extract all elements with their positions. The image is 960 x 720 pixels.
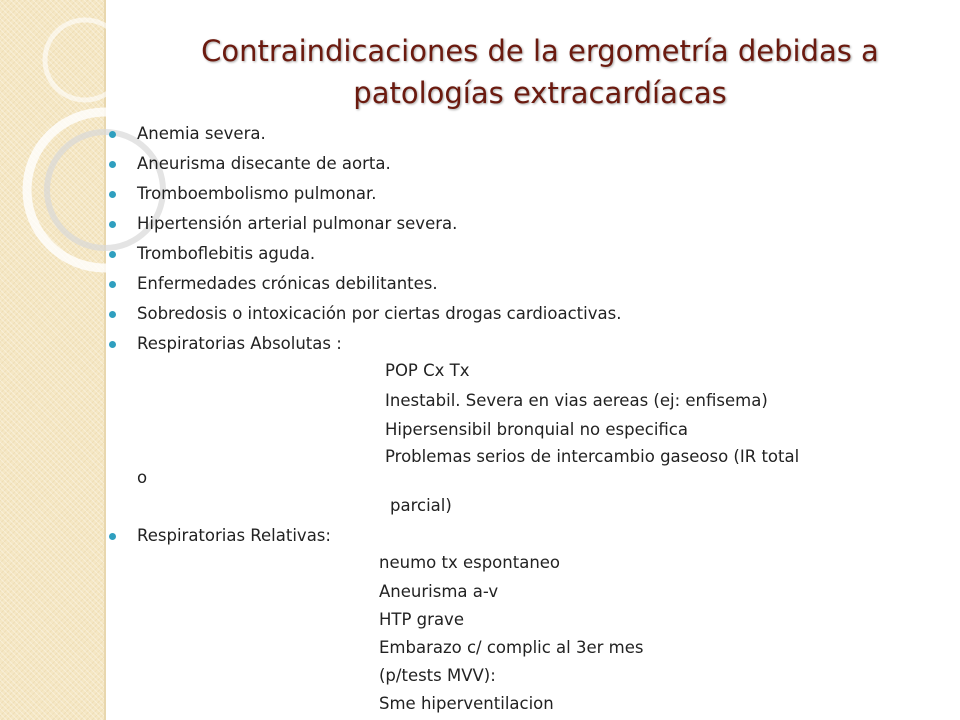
- list-item: Sobredosis o intoxicación por ciertas drogas cardioactivas.: [104, 299, 944, 329]
- list-item: Respiratorias Absolutas :: [104, 329, 944, 359]
- absolutas-line: Hipersensibil bronquial no especifica: [385, 420, 688, 439]
- contraindication-list: [104, 119, 944, 359]
- relativas-line: HTP grave: [379, 610, 464, 629]
- title-line-1: Contraindicaciones de la ergometría debidas a: [201, 34, 879, 68]
- small-ring: [45, 20, 125, 100]
- list-item: Aneurisma disecante de aorta.: [104, 149, 944, 179]
- absolutas-line: parcial): [390, 496, 452, 515]
- absolutas-line: Problemas serios de intercambio gaseoso (IR total: [385, 447, 800, 466]
- list-item: Tromboflebitis aguda.: [104, 239, 944, 269]
- relativas-line: neumo tx espontaneo: [379, 553, 561, 572]
- absolutas-line: POP Cx Tx: [385, 361, 470, 380]
- list-item: Enfermedades crónicas debilitantes.: [104, 269, 944, 299]
- slide-title: [150, 30, 930, 114]
- relativas-line: Aneurisma a-v: [379, 582, 499, 601]
- relativas-line: (p/tests MVV):: [379, 666, 496, 685]
- relativas-list: [104, 521, 944, 551]
- list-item: Hipertensión arterial pulmonar severa.: [104, 209, 944, 239]
- title-line-2: patologías extracardíacas: [353, 76, 727, 110]
- absolutas-line: o: [137, 468, 148, 487]
- absolutas-line: Inestabil. Severa en vias aereas (ej: enfisema): [385, 391, 768, 410]
- list-item: Tromboembolismo pulmonar.: [104, 179, 944, 209]
- relativas-line: Sme hiperventilacion: [379, 694, 554, 713]
- list-item: Anemia severa.: [104, 119, 944, 149]
- relativas-line: Embarazo c/ complic al 3er mes: [379, 638, 644, 657]
- list-item: Respiratorias Relativas:: [104, 521, 944, 551]
